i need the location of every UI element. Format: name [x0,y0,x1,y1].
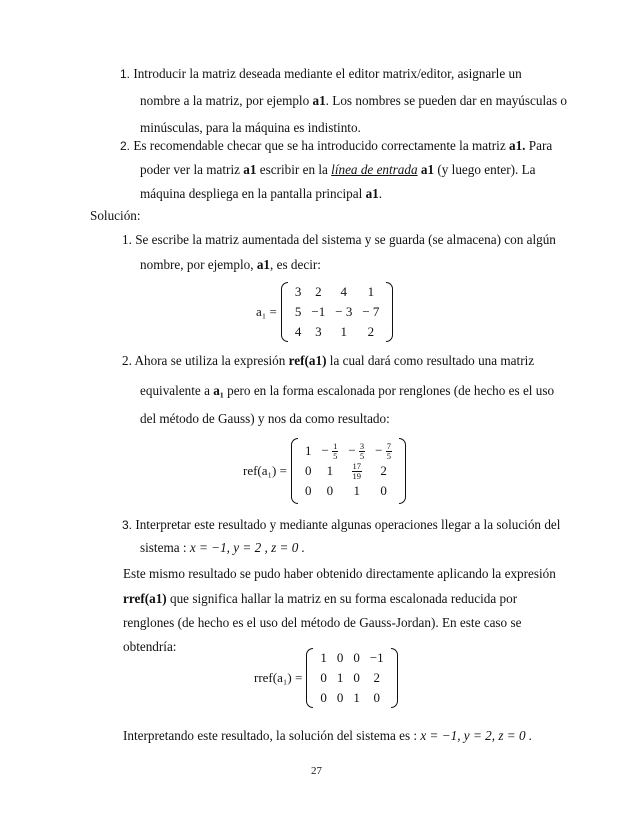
matrix-row [300,461,397,481]
solution-equation: x = −1, y = 2 , z = 0 . [189,540,305,555]
numerator: 17 [352,460,361,471]
step-1-text-line-1: Introducir la matriz deseada mediante el editor matrix/editor, asignarle un [133,66,522,81]
matrix-cell: 0 [320,670,327,685]
matrix-cell: 3 [294,284,302,299]
matrix-a1-grid [290,282,385,342]
matrix-cell: 2 [380,463,387,478]
matrix-name-bold: a₁ [213,383,224,398]
step-2-line-3 [140,186,382,202]
denominator: 5 [333,450,338,461]
matrix-cell: 1 [367,284,375,299]
text-segment: (y luego enter). La [434,162,536,177]
matrix-row [290,302,385,322]
matrix-cell: 0 [380,483,387,498]
entry-line-term: línea de entrada [331,162,418,177]
left-paren [281,282,288,342]
matrix-cell: 0 [304,463,312,478]
text-segment: equivalente a [140,383,214,398]
rref-paragraph-line-3: renglones (de hecho es el uso del método de Gauss-Jordan). En este caso se [123,615,522,630]
matrix-cell: 4 [294,324,302,339]
text-segment: . Los nombres se pueden dar en mayúsculas o [325,93,568,108]
text-segment: Interpretar este resultado y mediante algunas operaciones llegar a la solución del [135,517,561,532]
matrix-name-bold: a1 [312,93,326,108]
matrix-cell: 0 [304,483,312,498]
matrix-rref-label: rref(a₁) = [254,670,303,685]
matrix-row [315,688,388,708]
step-1-line-1 [120,66,522,82]
text-segment: poder ver la matriz [140,162,244,177]
matrix-cell [343,461,370,481]
matrix-cell: 5 [294,304,302,319]
matrix-cell: 0 [336,690,344,705]
matrix-cell [343,441,370,461]
matrix-cell: 0 [373,690,380,705]
text-segment: nombre, por ejemplo, [140,257,257,272]
text-segment: 2. Ahora se utiliza la expresión [122,353,289,368]
matrix-cell: −1 [369,650,384,665]
minus-sign: − [348,441,356,457]
matrix-cell: 2 [373,670,380,685]
matrix-cell: 1 [353,483,360,498]
solution-step-2-line-2 [140,383,554,399]
minus-sign: − [375,441,383,457]
denominator: 5 [386,450,392,461]
matrix-a1-label: a₁ = [256,304,277,319]
matrix-ref-grid [300,441,397,501]
right-paren [386,282,393,342]
rref-paragraph-line-4: obtendría: [123,639,177,654]
matrix-name-bold: a1 [365,186,379,201]
numerator: 7 [386,440,392,451]
matrix-cell: 0 [320,690,327,705]
matrix-row [300,481,397,501]
matrix-cell: − 7 [362,304,380,319]
solution-step-1-line-1: 1. Se escribe la matriz aumentada del sistema y se guarda (se almacena) con algún [122,232,556,247]
fraction [332,442,338,461]
text-segment: máquina despliega en la pantalla principal [140,186,366,201]
matrix-cell: 0 [326,483,334,498]
text-segment: Interpretando este resultado, la solución del sistema es : [123,728,421,743]
text-segment: nombre a la matriz, por ejemplo [140,93,313,108]
step-1-number: 1. [120,67,131,81]
matrix-row [315,668,388,688]
right-paren [391,648,398,708]
right-paren [399,438,406,504]
command-bold: ref(a1) [288,353,327,368]
fraction [386,442,392,461]
solution-step-2-line-1 [122,353,534,369]
text-segment: la cual dará como resultado una matriz [326,353,535,368]
matrix-name-bold: a1. [508,138,526,153]
step-2-line-2 [140,162,536,178]
matrix-cell [370,441,397,461]
matrix-ref-a1 [243,438,406,504]
matrix-cell: 2 [367,324,375,339]
minus-sign: − [321,441,329,457]
page-number: 27 [311,765,322,777]
matrix-cell: 0 [336,650,344,665]
text-segment: sistema : [140,540,190,555]
solution-heading: Solución: [90,208,141,223]
matrix-cell: 1 [326,463,334,478]
matrix-cell: 1 [340,324,348,339]
matrix-cell [316,441,343,461]
matrix-cell: − 3 [335,304,353,319]
step-2-number: 2. [120,139,131,153]
matrix-row [290,282,385,302]
matrix-ref-label: ref(a₁) = [243,463,287,478]
text-segment: , es decir: [270,257,321,272]
text-segment: . [378,186,383,201]
solution-equation: x = −1, y = 2, z = 0 . [420,728,533,743]
matrix-cell: 1 [353,690,360,705]
rref-paragraph-line-1: Este mismo resultado se pudo haber obtenido directamente aplicando la expresión [123,566,556,581]
solution-step-1-line-2 [140,257,321,273]
numerator: 3 [359,440,365,451]
matrix-name-bold: a1 [256,257,271,272]
step-1-line-2 [140,93,567,109]
numerator: 1 [333,440,338,451]
text-segment: pero en la forma escalonada por renglones (de hecho es el uso [223,383,555,398]
text-segment: escribir en la [256,162,332,177]
text-segment: Es recomendable checar que se ha introducido correctamente la matriz [133,138,509,153]
denominator: 19 [352,470,361,481]
text-segment: que significa hallar la matriz en su forma escalonada reducida por [166,591,518,606]
step-2-line-1 [120,138,552,154]
matrix-cell: 1 [304,443,312,458]
left-paren [306,648,313,708]
matrix-cell: 1 [320,650,327,665]
rref-paragraph-line-2 [123,591,517,607]
matrix-row [290,322,385,342]
fraction [359,442,365,461]
matrix-cell: 0 [353,670,360,685]
matrix-a1 [256,282,393,342]
command-bold: rref(a1) [123,591,167,606]
step-3-number: 3. [122,518,133,532]
matrix-row [300,441,397,461]
matrix-rref-a1 [254,648,398,708]
matrix-cell: −1 [311,304,326,319]
left-paren [291,438,298,504]
matrix-cell: 0 [353,650,360,665]
matrix-row [315,648,388,668]
fraction [352,462,363,481]
matrix-cell: 4 [340,284,348,299]
text-segment: Para [525,138,553,153]
matrix-cell: 3 [315,324,322,339]
matrix-name-bold: a1 [420,162,435,177]
matrix-cell: 2 [315,284,322,299]
solution-step-3-line-2 [140,540,305,556]
final-sentence [123,728,532,744]
denominator: 5 [359,450,365,461]
matrix-name-bold: a1 [243,162,257,177]
matrix-rref-grid [315,648,388,708]
solution-step-2-line-3: del método de Gauss) y nos da como resultado: [140,411,390,426]
matrix-cell: 1 [336,670,344,685]
step-1-line-3: minúsculas, para la máquina es indistinto. [140,120,361,135]
solution-step-3-line-1 [122,517,560,533]
